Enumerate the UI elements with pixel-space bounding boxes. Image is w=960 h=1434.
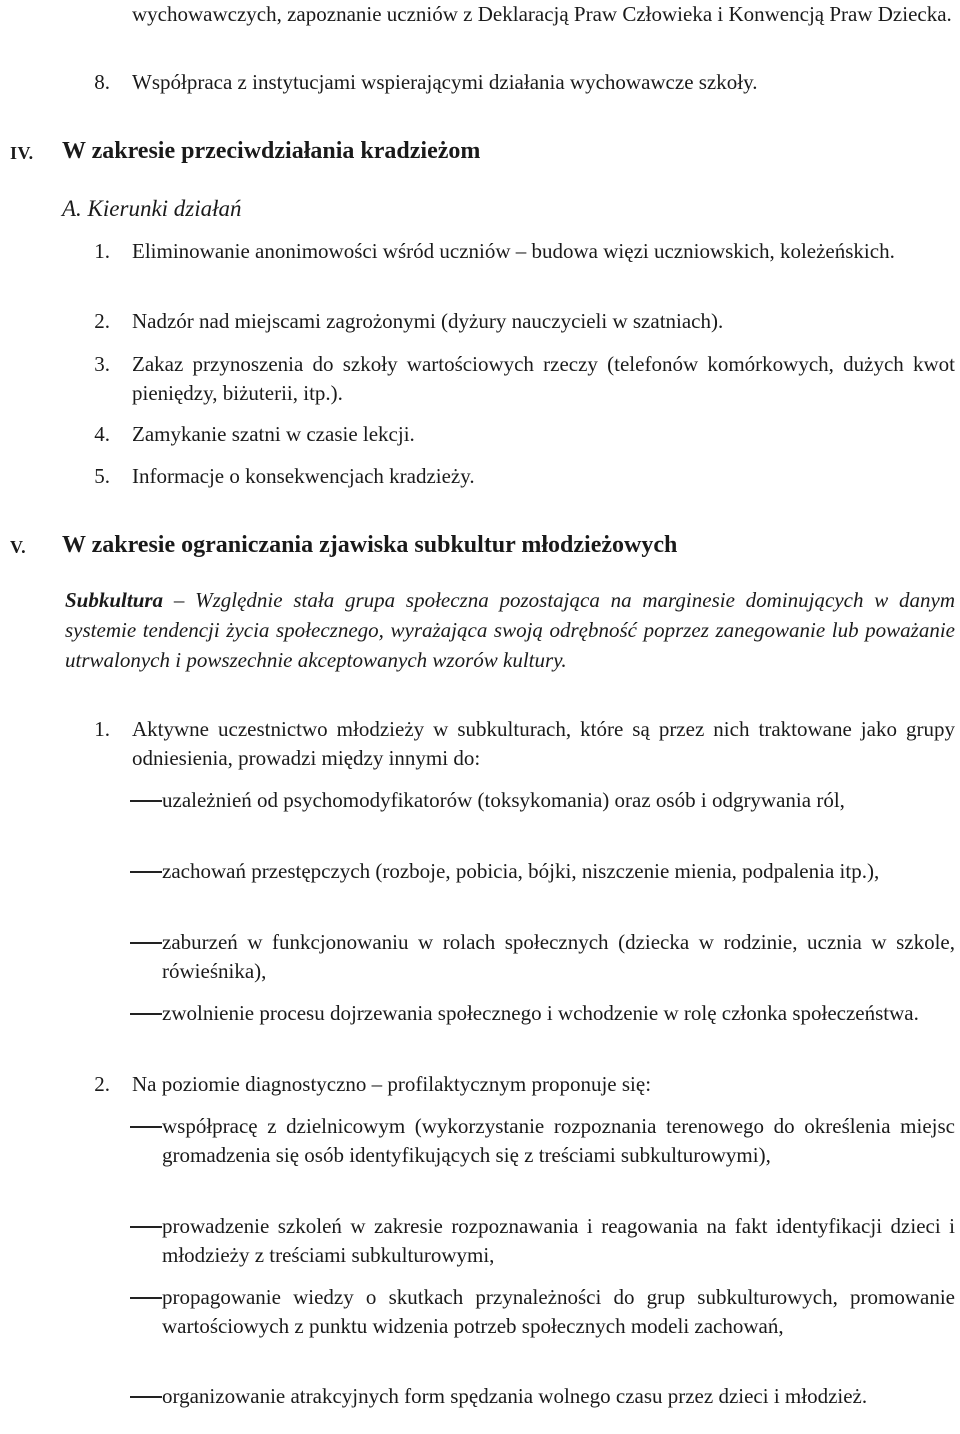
dash-bullet-icon [130,1297,162,1299]
list-item-text: Nadzór nad miejscami zagrożonymi (dyżury nauczycieli w szatniach). [132,309,724,333]
dash-bullet-icon [130,942,162,944]
list-number: 4. [94,422,110,446]
dash-bullet-icon [130,871,162,873]
dash-bullet-icon [130,1226,162,1228]
bullet-item-text: współpracę z dzielnicowym (wykorzystanie rozpoznania terenowego do określenia miejsc gromadzenia się osób identyfikujących się z treściami subkulturowymi), [162,1114,955,1167]
section-title: W zakresie ograniczania zjawiska subkultur młodzieżowych [62,532,678,558]
definition-paragraph [65,585,955,675]
section-number: V. [10,537,27,557]
bullet-item-text: uzależnień od psychomodyfikatorów (toksykomania) oraz osób i odgrywania ról, [162,788,845,812]
list-number: 2. [94,1072,110,1096]
list-number: 1. [94,239,110,263]
definition-term: Subkultura [65,588,164,612]
dash-bullet-icon [130,800,162,802]
list-item-text: Aktywne uczestnictwo młodzieży w subkulturach, które są przez nich traktowane jako grupy odniesienia, prowadzi między innymi do: [132,717,955,770]
list-number: 1. [94,717,110,741]
list-item-text: Eliminowanie anonimowości wśród uczniów – budowa więzi uczniowskich, koleżeńskich. [132,239,895,263]
dash-bullet-icon [130,1126,162,1128]
definition-text: – Względnie stała grupa społeczna pozostająca na marginesie dominujących w danym systemie tendencji życia społecznego, wyrażająca swoją odrębność poprzez zanegowanie lub poważanie utrwalonych i powszechnie akceptowanych wzorów kultury. [65,588,956,672]
continuation-paragraph: wychowawczych, zapoznanie uczniów z Deklaracją Praw Człowieka i Konwencją Praw Dziecka. [132,2,952,26]
list-number: 2. [94,309,110,333]
bullet-item-text: propagowanie wiedzy o skutkach przynależności do grup subkulturowych, promowanie wartościowych z punktu widzenia potrzeb społecznych modeli zachowań, [162,1285,955,1338]
bullet-item-text: organizowanie atrakcyjnych form spędzania wolnego czasu przez dzieci i młodzież. [162,1384,868,1408]
list-item-text: Informacje o konsekwencjach kradzieży. [132,464,475,488]
bullet-item-text: prowadzenie szkoleń w zakresie rozpoznawania i reagowania na fakt identyfikacji dzieci i młodzieży z treściami subkulturowymi, [162,1214,955,1267]
bullet-item-text: zaburzeń w funkcjonowaniu w rolach społecznych (dziecka w rodzinie, ucznia w szkole, rówieśnika), [162,930,955,983]
list-number: 8. [94,70,110,94]
subheading: A. Kierunki działań [62,196,242,221]
list-number: 3. [94,352,110,376]
list-number: 5. [94,464,110,488]
list-item-text: Zakaz przynoszenia do szkoły wartościowych rzeczy (telefonów komórkowych, dużych kwot pieniędzy, biżuterii, itp.). [132,352,955,405]
list-item-text: Zamykanie szatni w czasie lekcji. [132,422,415,446]
section-title: W zakresie przeciwdziałania kradzieżom [62,138,481,164]
bullet-item-text: zwolnienie procesu dojrzewania społecznego i wchodzenie w rolę członka społeczeństwa. [162,1001,919,1025]
dash-bullet-icon [130,1013,162,1015]
list-item-text: Na poziomie diagnostyczno – profilaktycznym proponuje się: [132,1072,652,1096]
section-number: IV. [10,143,34,163]
dash-bullet-icon [130,1396,162,1398]
bullet-item-text: zachowań przestępczych (rozboje, pobicia, bójki, niszczenie mienia, podpalenia itp.), [162,859,880,883]
list-item-text: Współpraca z instytucjami wspierającymi działania wychowawcze szkoły. [132,70,758,94]
